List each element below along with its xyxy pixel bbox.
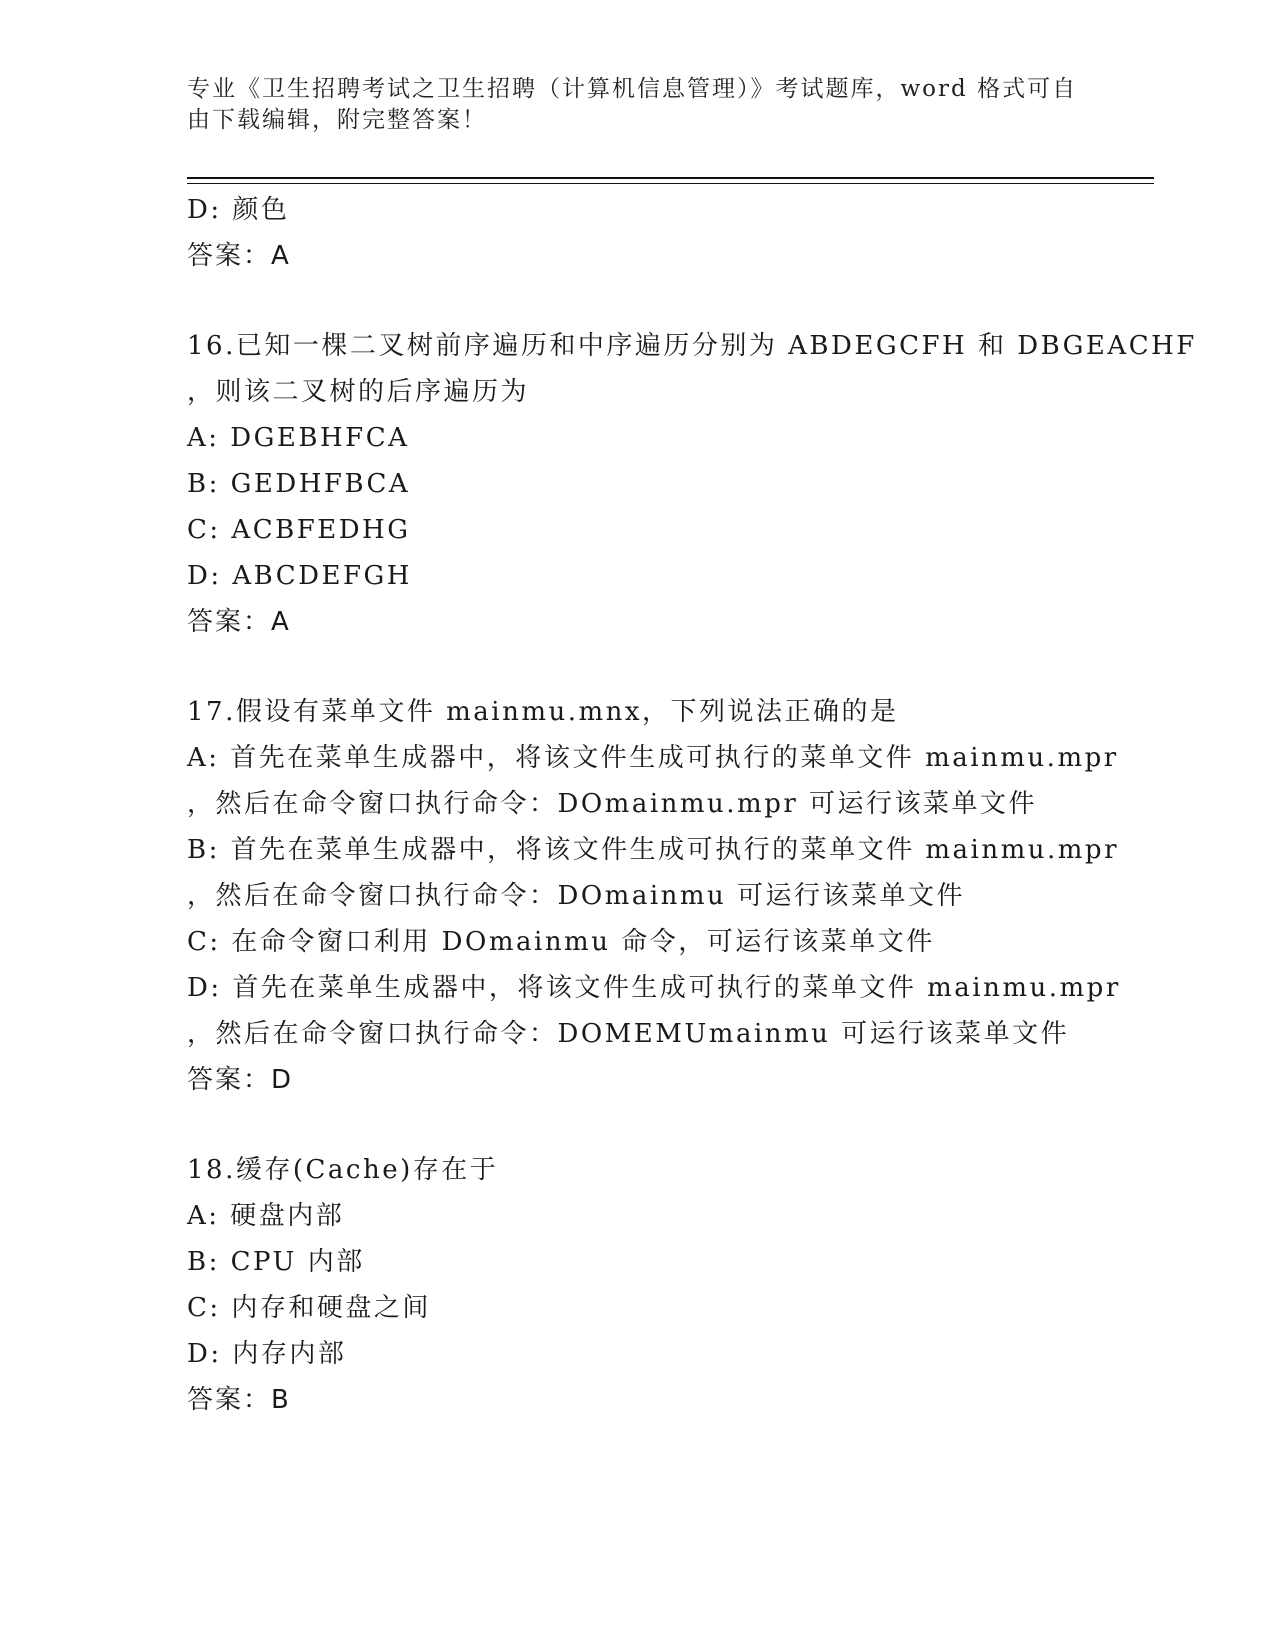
option-a-continued: ，然后在命令窗口执行命令：DOmainmu.mpr 可运行该菜单文件 bbox=[187, 789, 1038, 819]
option-c: C: ACBFEDHG bbox=[187, 515, 411, 545]
header-line-2: 由下载编辑，附完整答案！ bbox=[187, 107, 487, 133]
previous-question-tail bbox=[187, 187, 1147, 279]
question-text: 17.假设有菜单文件 mainmu.mnx，下列说法正确的是 bbox=[187, 697, 899, 727]
question-18 bbox=[187, 1147, 1147, 1423]
spacer bbox=[187, 279, 1147, 323]
option-a: A: 硬盘内部 bbox=[187, 1201, 345, 1231]
document-header bbox=[187, 74, 1087, 136]
option-d: D: ABCDEFGH bbox=[187, 561, 412, 591]
option-a: A: 首先在菜单生成器中，将该文件生成可执行的菜单文件 mainmu.mpr bbox=[187, 743, 1119, 773]
header-line-1: 专业《卫生招聘考试之卫生招聘（计算机信息管理）》考试题库，word 格式可自 bbox=[187, 76, 1078, 102]
question-text: 18.缓存(Cache)存在于 bbox=[187, 1155, 499, 1185]
answer: 答案：A bbox=[187, 241, 291, 271]
header-divider-thick bbox=[187, 177, 1154, 179]
option-b: B: 首先在菜单生成器中，将该文件生成可执行的菜单文件 mainmu.mpr bbox=[187, 835, 1120, 865]
question-text: 16.已知一棵二叉树前序遍历和中序遍历分别为 ABDEGCFH 和 DBGEACHF bbox=[187, 331, 1197, 361]
option-d-continued: ，然后在命令窗口执行命令：DOMEMUmainmu 可运行该菜单文件 bbox=[187, 1019, 1070, 1049]
option-c: C: 内存和硬盘之间 bbox=[187, 1293, 431, 1323]
answer: 答案：A bbox=[187, 607, 291, 637]
header-divider-thin bbox=[187, 183, 1154, 184]
answer: 答案：B bbox=[187, 1385, 291, 1415]
option-d: D: 首先在菜单生成器中，将该文件生成可执行的菜单文件 mainmu.mpr bbox=[187, 973, 1121, 1003]
option-c: C: 在命令窗口利用 DOmainmu 命令，可运行该菜单文件 bbox=[187, 927, 935, 957]
spacer bbox=[187, 645, 1147, 689]
option-b: B: CPU 内部 bbox=[187, 1247, 365, 1277]
question-text-continued: ，则该二叉树的后序遍历为 bbox=[187, 377, 530, 407]
option-d: D: 颜色 bbox=[187, 195, 290, 225]
question-16 bbox=[187, 323, 1197, 645]
option-d: D: 内存内部 bbox=[187, 1339, 347, 1369]
option-a: A: DGEBHFCA bbox=[187, 423, 410, 453]
question-content bbox=[187, 187, 1197, 1423]
option-b-continued: ，然后在命令窗口执行命令：DOmainmu 可运行该菜单文件 bbox=[187, 881, 966, 911]
question-17 bbox=[187, 689, 1147, 1103]
option-b: B: GEDHFBCA bbox=[187, 469, 411, 499]
answer: 答案：D bbox=[187, 1065, 294, 1095]
spacer bbox=[187, 1103, 1147, 1147]
